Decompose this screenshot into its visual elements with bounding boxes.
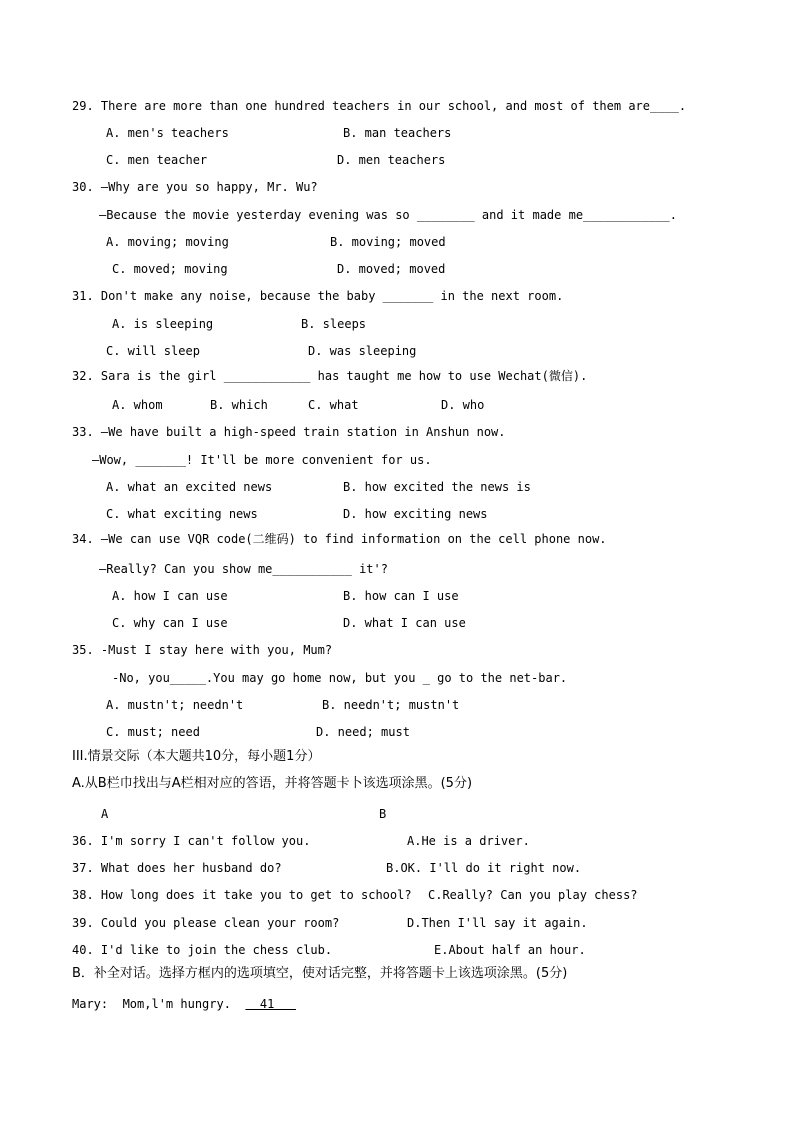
question-text: -Must I stay here with you, Mum? bbox=[100, 643, 333, 657]
question-number: 31. bbox=[72, 289, 94, 303]
question-number: 36. bbox=[72, 834, 94, 848]
option-b: B. which bbox=[210, 398, 268, 412]
column-a-header: A bbox=[101, 807, 109, 821]
option-a: A. moving; moving bbox=[106, 235, 229, 249]
match-row-40-right: E.About half an hour. bbox=[434, 943, 586, 957]
part-a-title: A.从B栏巾找出与A栏相对应的答语，并将答题卡卜该选项涂黑。(5分) bbox=[72, 776, 473, 791]
question-35-stem bbox=[72, 642, 332, 658]
question-33-stem bbox=[72, 424, 506, 440]
part-b-title: B．补全对话。选择方框内的选项填空，使对话完整，并将答题卡上该选项涂黑。(5分) bbox=[72, 966, 568, 981]
question-number: 32. bbox=[72, 369, 94, 383]
question-32-stem bbox=[72, 368, 587, 384]
option-a: A. whom bbox=[112, 398, 163, 412]
option-d: D. moved; moved bbox=[337, 262, 446, 276]
option-b: B. how can I use bbox=[343, 589, 459, 603]
question-number: 30. bbox=[72, 180, 94, 194]
question-text: There are more than one hundred teachers in our school, and most of them are____. bbox=[100, 99, 687, 113]
option-d: D. how exciting news bbox=[343, 507, 488, 521]
match-row-38-left bbox=[72, 887, 412, 903]
column-b-header: B bbox=[379, 807, 387, 821]
option-c: C. must; need bbox=[106, 725, 200, 739]
dialog-speaker: Mary: bbox=[72, 997, 109, 1011]
match-row-36-left bbox=[72, 833, 310, 849]
match-prompt: I'm sorry I can't follow you. bbox=[100, 834, 311, 848]
question-35-stem-2: -No, you_____.You may go home now, but you _ go to the net-bar. bbox=[112, 671, 568, 685]
question-33-stem-2: —Wow, _______! It'll be more convenient for us. bbox=[92, 453, 432, 467]
section-3-title: III.情景交际（本大题共10分，每小题1分） bbox=[72, 749, 321, 764]
match-row-39-left bbox=[72, 915, 339, 931]
question-31-stem bbox=[72, 288, 563, 304]
option-a: A. mustn't; needn't bbox=[106, 698, 244, 712]
dialog-line-41 bbox=[72, 996, 296, 1012]
option-c: C. what bbox=[308, 398, 359, 412]
option-c: C. what exciting news bbox=[106, 507, 258, 521]
question-number: 39. bbox=[72, 916, 94, 930]
question-number: 33. bbox=[72, 425, 94, 439]
match-row-37-right: B.OK. I'll do it right now. bbox=[386, 861, 582, 875]
option-c: C. will sleep bbox=[106, 344, 200, 358]
option-c: C. men teacher bbox=[106, 153, 208, 167]
option-d: D. what I can use bbox=[343, 616, 466, 630]
dialog-text: Mom,l'm hungry. bbox=[122, 997, 231, 1011]
match-prompt: What does her husband do? bbox=[100, 861, 282, 875]
question-34-stem bbox=[72, 531, 607, 547]
question-number: 40. bbox=[72, 943, 94, 957]
option-d: D. who bbox=[441, 398, 485, 412]
question-text: —We have built a high-speed train station in Anshun now. bbox=[100, 425, 506, 439]
option-a: A. what an excited news bbox=[106, 480, 273, 494]
option-b: B. sleeps bbox=[301, 317, 367, 331]
question-text: —We can use VQR code(二维码) to find information on the cell phone now. bbox=[100, 532, 607, 546]
match-row-40-left bbox=[72, 942, 332, 958]
option-b: B. needn't; mustn't bbox=[322, 698, 460, 712]
answer-blank-41[interactable]: 41 bbox=[245, 997, 296, 1011]
match-prompt: I'd like to join the chess club. bbox=[100, 943, 333, 957]
option-b: B. how excited the news is bbox=[343, 480, 531, 494]
question-30-stem-2: —Because the movie yesterday evening was so ________ and it made me____________. bbox=[99, 208, 677, 222]
option-d: D. men teachers bbox=[337, 153, 446, 167]
question-number: 34. bbox=[72, 532, 94, 546]
question-number: 29. bbox=[72, 99, 94, 113]
question-text: —Why are you so happy, Mr. Wu? bbox=[100, 180, 318, 194]
option-c: C. moved; moving bbox=[112, 262, 228, 276]
question-number: 38. bbox=[72, 888, 94, 902]
question-number: 37. bbox=[72, 861, 94, 875]
match-prompt: How long does it take you to get to school? bbox=[100, 888, 412, 902]
option-d: D. was sleeping bbox=[308, 344, 417, 358]
option-b: B. moving; moved bbox=[330, 235, 446, 249]
option-a: A. is sleeping bbox=[112, 317, 214, 331]
option-b: B. man teachers bbox=[343, 126, 452, 140]
question-number: 35. bbox=[72, 643, 94, 657]
question-29-stem bbox=[72, 98, 686, 114]
question-text: Don't make any noise, because the baby _______ in the next room. bbox=[100, 289, 564, 303]
match-row-38-right: C.Really? Can you play chess? bbox=[428, 888, 638, 902]
match-row-36-right: A.He is a driver. bbox=[407, 834, 530, 848]
match-row-39-right: D.Then I'll say it again. bbox=[407, 916, 588, 930]
match-row-37-left bbox=[72, 860, 282, 876]
option-d: D. need; must bbox=[316, 725, 410, 739]
option-c: C. why can I use bbox=[112, 616, 228, 630]
question-34-stem-2: —Really? Can you show me___________ it'? bbox=[99, 562, 388, 576]
question-30-stem bbox=[72, 179, 318, 195]
option-a: A. how I can use bbox=[112, 589, 228, 603]
option-a: A. men's teachers bbox=[106, 126, 229, 140]
question-text: Sara is the girl ____________ has taught me how to use Wechat(微信). bbox=[93, 369, 588, 383]
match-prompt: Could you please clean your room? bbox=[100, 916, 340, 930]
